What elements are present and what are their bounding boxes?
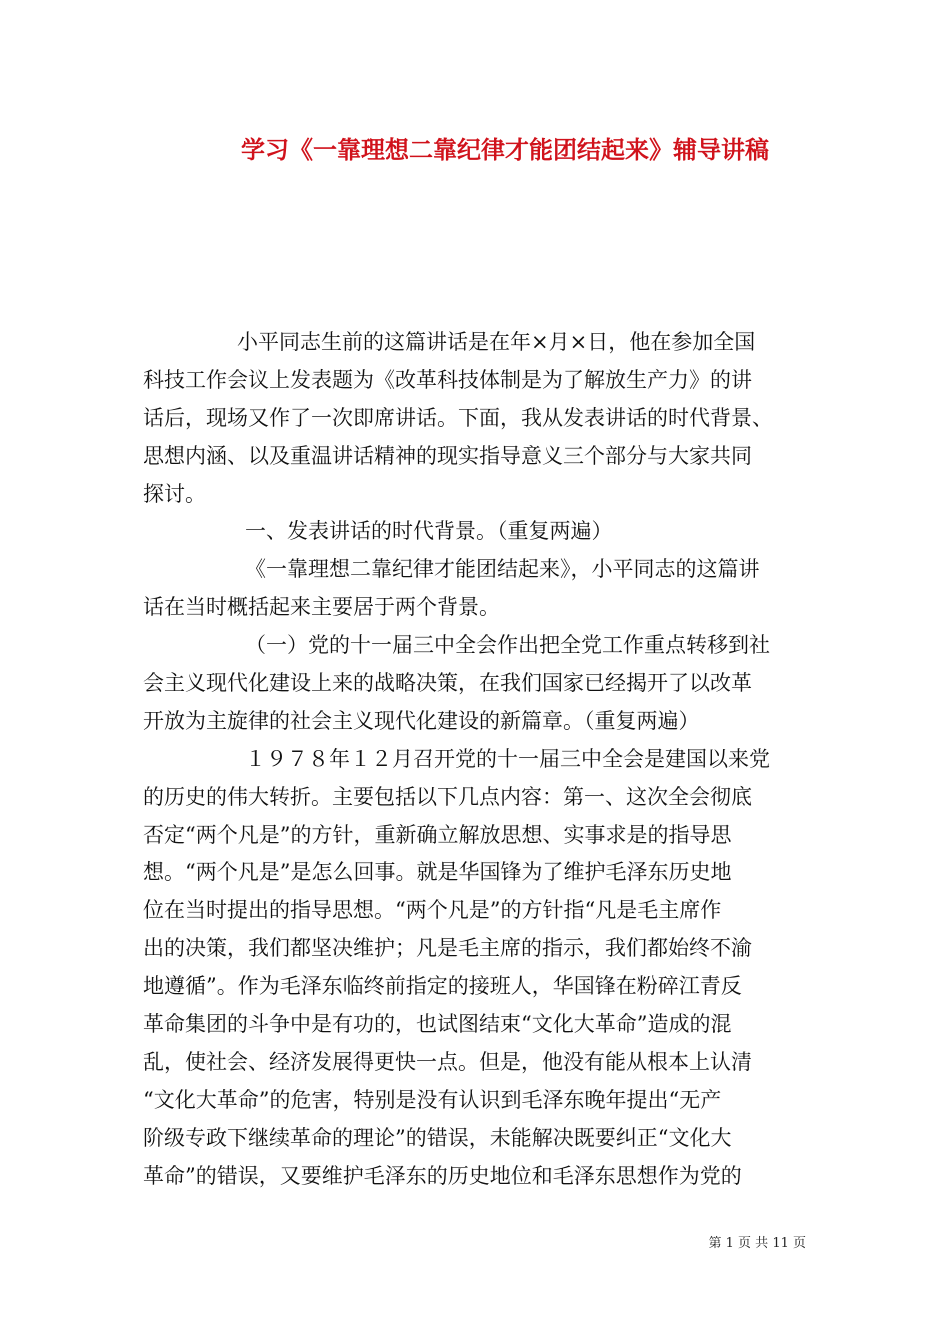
body-line: 出的决策，我们都坚决维护；凡是毛主席的指示，我们都始终不渝: [143, 936, 752, 961]
body-line: 话后，现场又作了一次即席讲话。下面，我从发表讲话的时代背景、: [143, 405, 773, 430]
body-line: 开放为主旋律的社会主义现代化建设的新篇章。（重复两遍）: [143, 708, 700, 733]
body-line: 的历史的伟大转折。主要包括以下几点内容：第一、这次全会彻底: [143, 784, 752, 809]
body-line: １９７８年１２月召开党的十一届三中全会是建国以来党: [245, 746, 770, 771]
body-line: 思想内涵、以及重温讲话精神的现实指导意义三个部分与大家共同: [143, 443, 752, 468]
body-line: 革命集团的斗争中是有功的，也试图结束“文化大革命”造成的混: [143, 1012, 732, 1037]
body-line: 位在当时提出的指导思想。“两个凡是”的方针指“凡是毛主席作: [143, 898, 722, 923]
body-line: 否定“两个凡是”的方针，重新确立解放思想、实事求是的指导思: [143, 822, 732, 847]
document-body: [143, 324, 807, 1195]
body-line: 革命”的错误，又要维护毛泽东的历史地位和毛泽东思想作为党的: [143, 1163, 742, 1188]
body-line: 一、发表讲话的时代背景。（重复两遍）: [245, 519, 613, 544]
body-line: 想。“两个凡是”是怎么回事。就是华国锋为了维护毛泽东历史地: [143, 860, 732, 885]
body-line: （一）党的十一届三中全会作出把全党工作重点转移到社: [245, 633, 770, 658]
document-title: 学习《一靠理想二靠纪律才能团结起来》辅导讲稿: [241, 136, 769, 164]
body-line: “文化大革命”的危害，特别是没有认识到毛泽东晚年提出“无产: [143, 1087, 722, 1112]
body-line: 科技工作会议上发表题为《改革科技体制是为了解放生产力》的讲: [143, 367, 752, 392]
body-line: 会主义现代化建设上来的战略决策，在我们国家已经揭开了以改革: [143, 671, 752, 696]
body-line: 地遵循”。作为毛泽东临终前指定的接班人，华国锋在粉碎江青反: [143, 974, 742, 999]
body-line: 乱，使社会、经济发展得更快一点。但是，他没有能从根本上认清: [143, 1049, 752, 1074]
body-line: 小平同志生前的这篇讲话是在年×月×日，他在参加全国: [237, 330, 756, 354]
body-line: 探讨。: [143, 481, 206, 506]
body-line: 《一靠理想二靠纪律才能团结起来》，小平同志的这篇讲: [245, 557, 760, 582]
page-footer: 第 1 页 共 11 页: [708, 1236, 806, 1251]
body-line: 阶级专政下继续革命的理论”的错误，未能解决既要纠正“文化大: [143, 1125, 732, 1150]
body-line: 话在当时概括起来主要居于两个背景。: [143, 595, 500, 620]
